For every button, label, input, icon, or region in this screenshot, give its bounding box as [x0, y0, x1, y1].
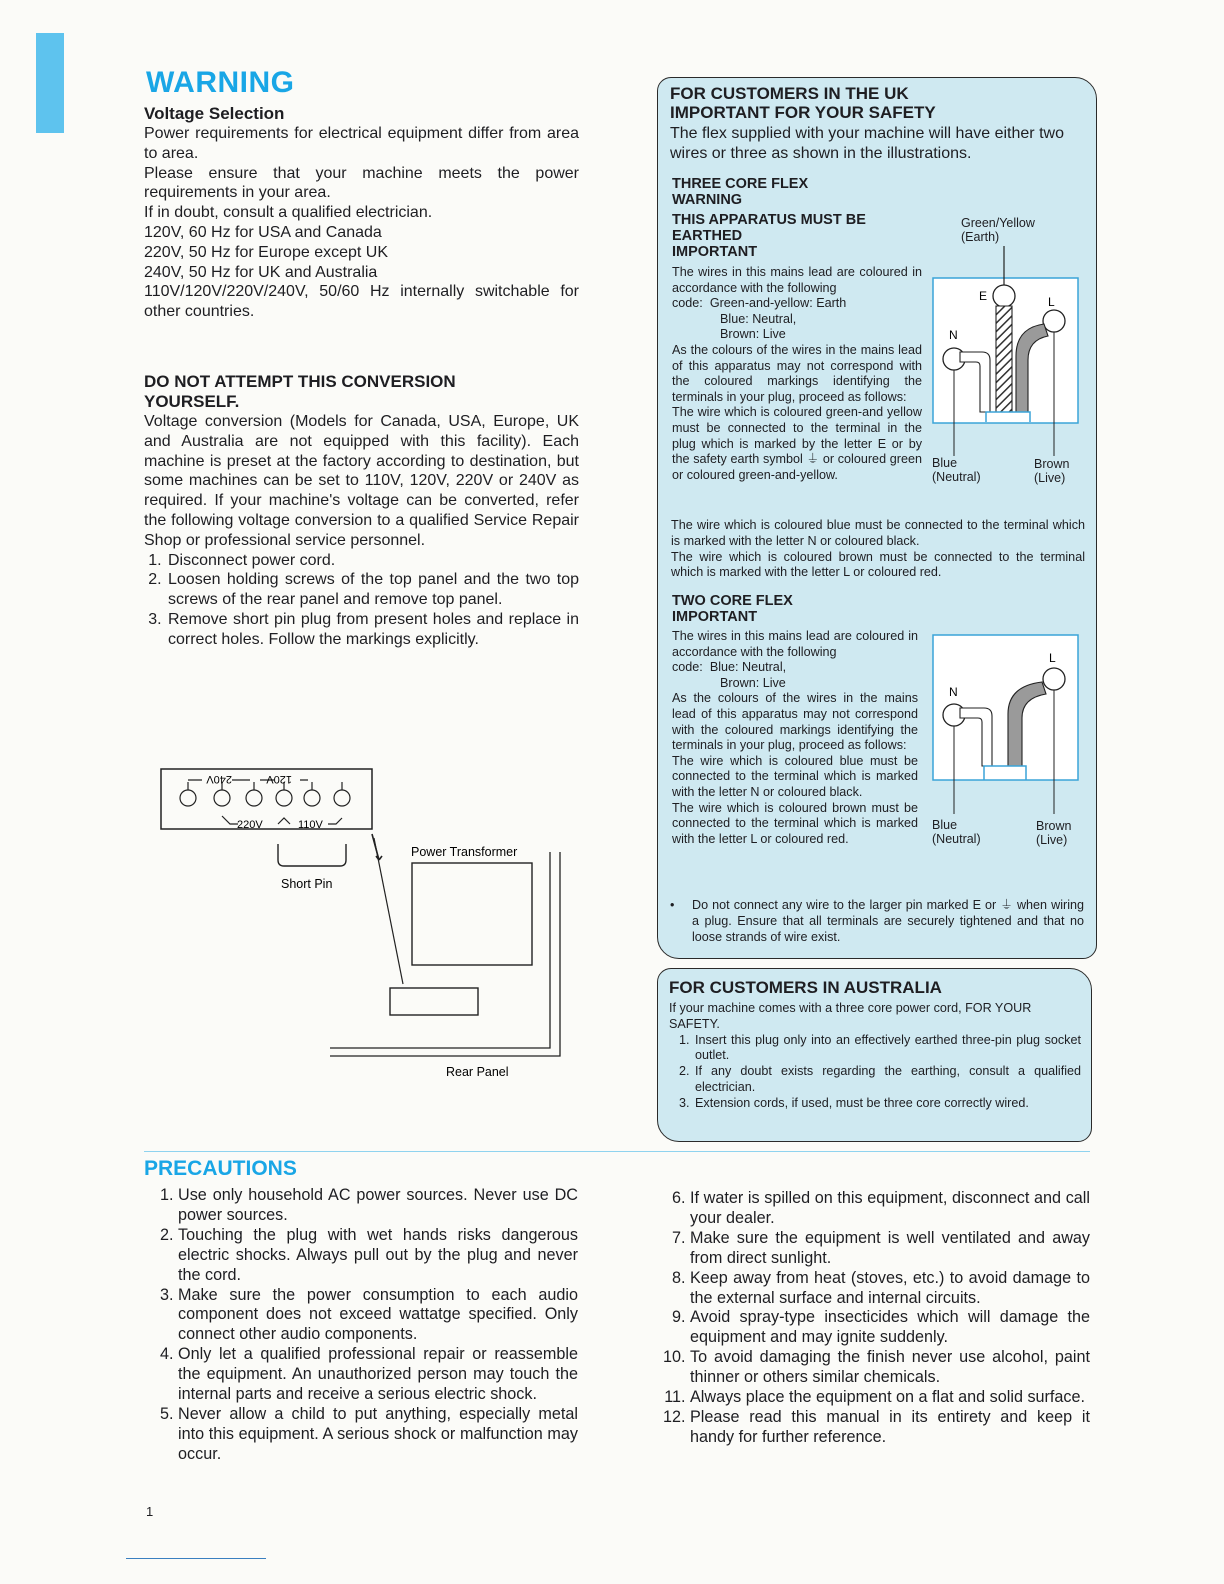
three-core-p2: The wire which is coloured green-and yellow must be connected to the terminal in the plug which is marked by the letter E or by the safety earth symbol ⏚ or coloured green or coloured green-and-yellow.: [672, 405, 922, 482]
label-120v: 120V: [266, 773, 292, 785]
brown-live-label: Brown (Live): [1034, 457, 1070, 485]
pin-l-label: L: [1048, 295, 1055, 309]
precaution-item: 3. Make sure the power consumption to each audio component does not exceed wattatge specified. Only connect other audio components.: [178, 1286, 578, 1346]
short-pin-label: Short Pin: [281, 877, 333, 891]
three-core-plug-diagram: [930, 244, 1085, 484]
australia-panel-content: [669, 978, 1081, 1112]
voltage-line: 220V, 50 Hz for Europe except UK: [144, 243, 388, 261]
voltage-line: If in doubt, consult a qualified electrician.: [144, 204, 433, 222]
two-core-note: [670, 898, 1084, 945]
precautions-right: [656, 1189, 1090, 1448]
conversion-section: [144, 372, 579, 650]
conversion-step: 1. Disconnect power cord.: [166, 551, 579, 571]
chassis-lines: [330, 852, 560, 1056]
voltage-line: 110V/120V/220V/240V, 50/60 Hz internally switchable for other countries.: [144, 283, 579, 321]
label-220v: 220V: [237, 819, 263, 831]
live-pin: [1043, 668, 1065, 690]
warning-title: WARNING: [146, 66, 295, 99]
three-core-code: [672, 296, 922, 312]
three-core-p1: As the colours of the wires in the mains lead of this apparatus may not correspond with the coloured markings identifying the terminals in your plug, proceed as follows:: [672, 342, 922, 404]
brown-live-label: Brown (Live): [1036, 819, 1072, 847]
pin-n-label: N: [949, 685, 958, 699]
two-core-p3: The wire which is coloured brown must be connected to the terminal which is marked with the letter L or coloured red.: [672, 800, 918, 846]
page-number: 1: [146, 1504, 154, 1519]
voltage-line: Please ensure that your machine meets the power requirements in your area.: [144, 164, 579, 202]
australia-heading: FOR CUSTOMERS IN AUSTRALIA: [669, 978, 942, 997]
precaution-item: 9. Avoid spray-type insecticides which will damage the equipment and may ignite suddenly.: [690, 1308, 1090, 1348]
section-divider: [144, 1151, 1090, 1152]
code-live: Brown: Live: [720, 675, 786, 690]
code-neutral: Blue: Neutral,: [709, 660, 787, 675]
australia-list: [669, 1033, 1081, 1112]
precautions-left: [144, 1186, 578, 1465]
two-core-plug-diagram: [930, 632, 1085, 822]
three-core-full-width: [671, 518, 1085, 581]
conversion-heading: DO NOT ATTEMPT THIS CONVERSION: [144, 372, 456, 391]
two-core-code-intro: The wires in this mains lead are coloured in accordance with the following: [672, 629, 918, 659]
power-transformer-label: Power Transformer: [411, 845, 518, 859]
code-earth: Green-and-yellow: Earth: [709, 296, 847, 311]
precaution-item: 5. Never allow a child to put anything, especially metal into this equipment. A serious shock or malfunction may occur.: [178, 1405, 578, 1465]
precaution-item: 7. Make sure the equipment is well ventilated and away from direct sunlight.: [690, 1229, 1090, 1269]
earth-pin: [993, 285, 1015, 307]
pointer-line: [374, 838, 403, 984]
code-live: Brown: Live: [720, 327, 786, 342]
conversion-step: 2. Loosen holding screws of the top panel and the two top screws of the rear panel and remove top panel.: [166, 570, 579, 610]
earth-wire: [996, 306, 1012, 412]
uk-heading: FOR CUSTOMERS IN THE UK: [670, 84, 909, 103]
precaution-item: 4. Only let a qualified professional repair or reassemble the equipment. An unauthorized person may touch the internal parts and receive a serious electric shock.: [178, 1345, 578, 1405]
rear-panel-part: [390, 988, 478, 1015]
conversion-heading: YOURSELF.: [144, 392, 240, 411]
two-core-heading: TWO CORE FLEX: [672, 593, 793, 609]
voltage-line: 240V, 50 Hz for UK and Australia: [144, 263, 378, 281]
conversion-steps: [144, 551, 579, 650]
australia-item: 2. If any doubt exists regarding the earthing, consult a qualified electrician.: [693, 1064, 1081, 1096]
blue-neutral-label: Blue (Neutral): [932, 456, 981, 484]
voltage-line: Power requirements for electrical equipment differ from area to area.: [144, 125, 579, 162]
voltage-selection-heading: Voltage Selection: [144, 104, 285, 123]
precaution-item: 11. Always place the equipment on a flat and solid surface.: [690, 1388, 1090, 1408]
two-core-note-text: Do not connect any wire to the larger pin marked E or ⏚ when wiring a plug. Ensure that all terminals are securely tightened and that no loose strands of wire exist.: [692, 898, 1084, 944]
conversion-text: Voltage conversion (Models for Canada, USA, Europe, UK and Australia are not equipped with this facility). Each machine is preset at the factory according to destination, but some machines can be set to 110V, 120V, 220V or 240V as required. If your machine's voltage can be converted, refer the following voltage conversion to a qualified Service Repair Shop or professional service personnel.: [144, 413, 579, 549]
pin-e-label: E: [979, 289, 988, 303]
bullet-icon: •: [670, 898, 675, 912]
code-neutral: Blue: Neutral,: [720, 311, 797, 326]
footer-rule: [126, 1558, 266, 1559]
australia-item: 3. Extension cords, if used, must be three core correctly wired.: [693, 1096, 1081, 1112]
short-pin-shape: [278, 844, 346, 866]
label-240v: 240V: [206, 773, 232, 785]
three-core-important: IMPORTANT: [672, 244, 758, 260]
label-110v: 110V: [298, 819, 323, 831]
australia-intro: If your machine comes with a three core power cord, FOR YOUR SAFETY.: [669, 1001, 1032, 1031]
earth-label: Green/Yellow (Earth): [961, 216, 1035, 244]
selector-pins: [180, 780, 350, 824]
edge-color-tab: [36, 33, 64, 133]
code-label: code:: [672, 296, 703, 311]
three-core-section: [672, 176, 922, 483]
precaution-item: 8. Keep away from heat (stoves, etc.) to avoid damage to the external surface and internal circuits.: [690, 1269, 1090, 1309]
three-core-warning: WARNING: [672, 192, 743, 208]
precaution-item: 12. Please read this manual in its entirety and keep it handy for further reference.: [690, 1408, 1090, 1448]
two-core-code: [672, 660, 918, 676]
australia-item: 1. Insert this plug only into an effectively earthed three-pin plug socket outlet.: [693, 1033, 1081, 1065]
code-label: code:: [672, 660, 703, 675]
two-core-p2: The wire which is coloured blue must be connected to the terminal which is marked with the letter N or coloured black.: [672, 753, 918, 799]
power-transformer-box: [412, 863, 532, 965]
uk-panel-header: [670, 84, 1086, 164]
uk-intro: The flex supplied with your machine will have either two wires or three as shown in the illustrations.: [670, 125, 1064, 162]
precaution-item: 6. If water is spilled on this equipment, disconnect and call your dealer.: [690, 1189, 1090, 1229]
precaution-item: 10. To avoid damaging the finish never use alcohol, paint thinner or others similar chemicals.: [690, 1348, 1090, 1388]
precaution-item: 2. Touching the plug with wet hands risks dangerous electric shocks. Always pull out by the plug and never the cord.: [178, 1226, 578, 1286]
voltage-selector-diagram: [150, 760, 590, 1090]
two-core-p1: As the colours of the wires in the mains lead of this apparatus may not correspond with the coloured markings identifying the terminals in your plug, proceed as follows:: [672, 691, 918, 753]
two-core-important: IMPORTANT: [672, 609, 758, 625]
three-core-p3: The wire which is coloured blue must be connected to the terminal which is marked with the letter N or coloured black.: [671, 518, 1085, 548]
earthed-heading: THIS APPARATUS MUST BE EARTHED: [672, 212, 866, 244]
voltage-selection-section: [144, 104, 579, 322]
live-pin: [1043, 310, 1065, 332]
blue-neutral-label: Blue (Neutral): [932, 818, 981, 846]
two-core-section: [672, 593, 918, 847]
three-core-code-intro: The wires in this mains lead are coloured in accordance with the following: [672, 265, 922, 295]
three-core-heading: THREE CORE FLEX: [672, 176, 809, 192]
precautions-title: PRECAUTIONS: [144, 1157, 297, 1180]
voltage-line: 120V, 60 Hz for USA and Canada: [144, 223, 382, 241]
uk-safety-heading: IMPORTANT FOR YOUR SAFETY: [670, 103, 936, 122]
rear-panel-label: Rear Panel: [446, 1065, 509, 1079]
conversion-step: 3. Remove short pin plug from present holes and replace in correct holes. Follow the markings explicitly.: [166, 610, 579, 650]
three-core-p4: The wire which is coloured brown must be connected to the terminal which is marked with the letter L or coloured red.: [671, 549, 1085, 580]
pin-l-label: L: [1049, 651, 1056, 665]
pin-n-label: N: [949, 328, 958, 342]
precaution-item: 1. Use only household AC power sources. Never use DC power sources.: [178, 1186, 578, 1226]
